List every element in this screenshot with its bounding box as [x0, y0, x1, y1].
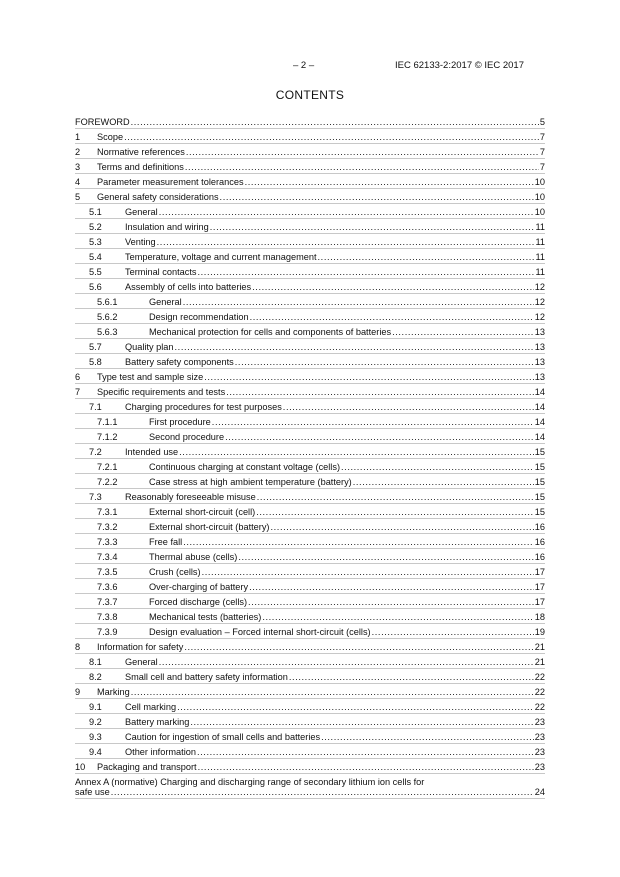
toc-entry[interactable] — [75, 699, 545, 714]
toc-entry[interactable] — [75, 759, 545, 774]
toc-entry-number: 5.6.1 — [97, 297, 118, 307]
dot-leader — [353, 477, 534, 487]
toc-entry-number: 8.2 — [89, 672, 102, 682]
toc-entry-title: Scope — [97, 132, 124, 142]
toc-entry-page: 16 — [534, 552, 545, 562]
toc-entry-title: Caution for ingestion of small cells and batteries — [125, 732, 321, 742]
toc-entry-number: 5.1 — [89, 207, 102, 217]
dot-leader — [271, 522, 534, 532]
toc-entry-number: 7.3.5 — [97, 567, 118, 577]
toc-entry-title: General — [149, 297, 182, 307]
toc-entry[interactable] — [75, 564, 545, 579]
toc-entry-page: 17 — [534, 597, 545, 607]
toc-entry-page: 13 — [534, 327, 545, 337]
toc-entry-title: Other information — [125, 747, 196, 757]
toc-entry[interactable] — [75, 339, 545, 354]
toc-entry[interactable] — [75, 744, 545, 759]
toc-entry-title: Specific requirements and tests — [97, 387, 226, 397]
toc-entry-title: Information for safety — [97, 642, 184, 652]
toc-entry-title: Continuous charging at constant voltage (cells) — [149, 462, 341, 472]
toc-entry-number: 9.2 — [89, 717, 102, 727]
toc-entry-page: 13 — [534, 342, 545, 352]
toc-entry-page: 17 — [534, 582, 545, 592]
toc-entry[interactable] — [75, 309, 545, 324]
page-number: – 2 – — [293, 60, 315, 71]
toc-entry-title: External short-circuit (cell) — [149, 507, 256, 517]
toc-entry-page: 22 — [534, 672, 545, 682]
toc-entry[interactable] — [75, 594, 545, 609]
toc-entry-number: 7.2.2 — [97, 477, 118, 487]
toc-entry-title: Intended use — [125, 447, 179, 457]
toc-entry-title: Terms and definitions — [97, 162, 184, 172]
toc-entry-title: Design evaluation – Forced internal short-circuit (cells) — [149, 627, 371, 637]
toc-entry-page: 18 — [534, 612, 545, 622]
toc-entry[interactable] — [75, 264, 545, 279]
toc-entry-number: 7.3.2 — [97, 522, 118, 532]
toc-entry[interactable] — [75, 624, 545, 639]
toc-entry-page: 15 — [534, 492, 545, 502]
toc-entry-page: 23 — [534, 732, 545, 742]
toc-entry[interactable] — [75, 414, 545, 429]
toc-entry[interactable] — [75, 609, 545, 624]
toc-entry-number: 9.3 — [89, 732, 102, 742]
annex-title-line1: Annex A (normative) Charging and discharging range of secondary lithium ion cells for — [75, 777, 425, 787]
toc-entry-number: 5.8 — [89, 357, 102, 367]
toc-entry-title: Thermal abuse (cells) — [149, 552, 238, 562]
toc-entry-annex-a[interactable] — [75, 774, 545, 799]
dot-leader — [262, 612, 533, 622]
dot-leader — [159, 657, 534, 667]
dot-leader — [238, 552, 533, 562]
dot-leader — [111, 787, 534, 797]
toc-entry-title: General safety considerations — [97, 192, 219, 202]
toc-entry-page: 15 — [534, 447, 545, 457]
table-of-contents — [75, 114, 545, 799]
dot-leader — [392, 327, 534, 337]
toc-entry[interactable] — [75, 279, 545, 294]
toc-entry-number: 9.1 — [89, 702, 102, 712]
toc-entry-page: 14 — [534, 387, 545, 397]
toc-entry-page: 22 — [534, 687, 545, 697]
toc-entry[interactable] — [75, 429, 545, 444]
toc-entry-title: Small cell and battery safety information — [125, 672, 288, 682]
toc-entry[interactable] — [75, 369, 545, 384]
annex-title-line2: safe use — [75, 787, 110, 797]
toc-entry-title: Battery marking — [125, 717, 190, 727]
toc-entry-number: 5.3 — [89, 237, 102, 247]
toc-entry-page: 21 — [534, 642, 545, 652]
toc-entry[interactable] — [75, 459, 545, 474]
toc-entry-page: 19 — [534, 627, 545, 637]
toc-entry[interactable] — [75, 444, 545, 459]
dot-leader — [197, 747, 534, 757]
toc-entry[interactable] — [75, 504, 545, 519]
toc-entry-number: 7.3.7 — [97, 597, 118, 607]
toc-entry[interactable] — [75, 114, 545, 129]
toc-entry-number: 8 — [75, 642, 81, 652]
toc-entry-number: 5.6 — [89, 282, 102, 292]
toc-entry-number: 7.3.1 — [97, 507, 118, 517]
dot-leader — [131, 687, 534, 697]
dot-leader — [175, 342, 534, 352]
dot-leader — [210, 222, 535, 232]
toc-entry-number: 7.1 — [89, 402, 102, 412]
dot-leader — [283, 402, 534, 412]
dot-leader — [157, 237, 535, 247]
toc-entry[interactable] — [75, 174, 545, 189]
toc-entry-title: External short-circuit (battery) — [149, 522, 270, 532]
toc-entry[interactable] — [75, 249, 545, 264]
toc-entry-page: 7 — [539, 132, 545, 142]
toc-entry-number: 7.2 — [89, 447, 102, 457]
toc-entry-page: 13 — [534, 372, 545, 382]
toc-entry-page: 12 — [534, 312, 545, 322]
toc-entry-page: 11 — [535, 267, 545, 277]
dot-leader — [289, 672, 534, 682]
toc-entry-title: Terminal contacts — [125, 267, 197, 277]
toc-entry-page: 10 — [534, 207, 545, 217]
toc-entry-number: 7.3.9 — [97, 627, 118, 637]
toc-entry-title: Normative references — [97, 147, 185, 157]
toc-entry[interactable] — [75, 489, 545, 504]
dot-leader — [257, 492, 534, 502]
toc-entry-page: 5 — [539, 117, 545, 127]
dot-leader — [252, 282, 534, 292]
toc-entry-page: 7 — [539, 162, 545, 172]
toc-entry-number: 5.6.2 — [97, 312, 118, 322]
toc-entry-title: Design recommendation — [149, 312, 249, 322]
dot-leader — [225, 432, 534, 442]
dot-leader — [250, 312, 534, 322]
toc-entry[interactable] — [75, 654, 545, 669]
toc-entry-page: 14 — [534, 432, 545, 442]
dot-leader — [245, 177, 534, 187]
toc-entry-page: 23 — [534, 747, 545, 757]
toc-entry-page: 12 — [534, 282, 545, 292]
toc-entry-number: 6 — [75, 372, 81, 382]
toc-entry[interactable] — [75, 144, 545, 159]
toc-entry[interactable] — [75, 684, 545, 699]
dot-leader — [256, 507, 534, 517]
toc-entry[interactable] — [75, 639, 545, 654]
toc-entry-number: 7.1.1 — [97, 417, 118, 427]
toc-entry[interactable] — [75, 714, 545, 729]
toc-entry-title: Battery safety components — [125, 357, 234, 367]
toc-entry-title: Type test and sample size — [97, 372, 204, 382]
toc-entry-page: 23 — [534, 717, 545, 727]
dot-leader — [198, 762, 534, 772]
toc-entry-number: 8.1 — [89, 657, 102, 667]
dot-leader — [235, 357, 534, 367]
toc-entry-page: 11 — [535, 252, 545, 262]
toc-entry[interactable] — [75, 579, 545, 594]
toc-entry-title: Temperature, voltage and current management — [125, 252, 317, 262]
toc-entry-title: Mechanical protection for cells and components of batteries — [149, 327, 392, 337]
toc-entry-page: 15 — [534, 507, 545, 517]
toc-entry-page: 14 — [534, 417, 545, 427]
dot-leader — [372, 627, 534, 637]
toc-entry[interactable] — [75, 354, 545, 369]
dot-leader — [204, 372, 534, 382]
dot-leader — [226, 387, 534, 397]
toc-entry-page: 11 — [535, 237, 545, 247]
dot-leader — [318, 252, 535, 262]
toc-entry-title: Reasonably foreseeable misuse — [125, 492, 256, 502]
toc-entry-title: Venting — [125, 237, 156, 247]
toc-entry-title: Forced discharge (cells) — [149, 597, 248, 607]
toc-entry-page: 13 — [534, 357, 545, 367]
toc-entry-page: 23 — [534, 762, 545, 772]
toc-entry-page: 17 — [534, 567, 545, 577]
toc-entry-number: 4 — [75, 177, 81, 187]
dot-leader — [179, 447, 534, 457]
dot-leader — [186, 147, 539, 157]
dot-leader — [184, 642, 533, 652]
dot-leader — [159, 207, 534, 217]
toc-entry[interactable] — [75, 204, 545, 219]
toc-entry[interactable] — [75, 669, 545, 684]
dot-leader — [124, 132, 539, 142]
toc-entry[interactable] — [75, 549, 545, 564]
toc-entry[interactable] — [75, 324, 545, 339]
toc-entry-number: 5 — [75, 192, 81, 202]
dot-leader — [248, 597, 534, 607]
dot-leader — [131, 117, 539, 127]
toc-entry-page: 14 — [534, 402, 545, 412]
toc-entry-number: 7.3.8 — [97, 612, 118, 622]
toc-entry-title: Parameter measurement tolerances — [97, 177, 244, 187]
toc-entry[interactable] — [75, 189, 545, 204]
toc-entry[interactable] — [75, 519, 545, 534]
toc-entry[interactable] — [75, 234, 545, 249]
toc-entry[interactable] — [75, 399, 545, 414]
dot-leader — [190, 717, 533, 727]
toc-entry-number: 9 — [75, 687, 81, 697]
toc-entry[interactable] — [75, 474, 545, 489]
toc-entry-number: 5.5 — [89, 267, 102, 277]
standard-reference: IEC 62133-2:2017 © IEC 2017 — [395, 60, 525, 71]
toc-entry[interactable] — [75, 534, 545, 549]
toc-entry-page: 16 — [534, 522, 545, 532]
toc-entry-number: 7.3 — [89, 492, 102, 502]
toc-entry-number: 9.4 — [89, 747, 102, 757]
toc-entry-number: 7.3.3 — [97, 537, 118, 547]
toc-entry-title: Quality plan — [125, 342, 174, 352]
toc-entry-title: Charging procedures for test purposes — [125, 402, 282, 412]
dot-leader — [183, 537, 534, 547]
toc-entry[interactable] — [75, 159, 545, 174]
toc-entry-page: 16 — [534, 537, 545, 547]
toc-entry-number: 7 — [75, 387, 81, 397]
dot-leader — [197, 267, 534, 277]
toc-entry-page: 21 — [534, 657, 545, 667]
toc-entry-number: 7.1.2 — [97, 432, 118, 442]
toc-entry-number: 5.7 — [89, 342, 102, 352]
toc-entry[interactable] — [75, 129, 545, 144]
toc-entry-title: Marking — [97, 687, 130, 697]
toc-entry-page: 12 — [534, 297, 545, 307]
toc-entry-number: 1 — [75, 132, 81, 142]
toc-entry[interactable] — [75, 729, 545, 744]
dot-leader — [177, 702, 534, 712]
toc-entry-number: 7.3.6 — [97, 582, 118, 592]
toc-entry-title: First procedure — [149, 417, 211, 427]
toc-entry-title: General — [125, 657, 158, 667]
toc-entry-title: Packaging and transport — [97, 762, 197, 772]
dot-leader — [341, 462, 534, 472]
page-title: CONTENTS — [275, 88, 345, 102]
dot-leader — [249, 582, 534, 592]
toc-entry-number: 5.6.3 — [97, 327, 118, 337]
toc-entry-page: 10 — [534, 177, 545, 187]
toc-entry-number: 3 — [75, 162, 81, 172]
toc-entry-title: Case stress at high ambient temperature (battery) — [149, 477, 352, 487]
toc-entry-page: 7 — [539, 147, 545, 157]
toc-entry-page: 22 — [534, 702, 545, 712]
dot-leader — [185, 162, 539, 172]
toc-entry-number: 10 — [75, 762, 86, 772]
toc-entry[interactable] — [75, 219, 545, 234]
toc-entry-title: Over-charging of battery — [149, 582, 249, 592]
toc-entry-page: 11 — [535, 222, 545, 232]
toc-entry-title: General — [125, 207, 158, 217]
toc-entry-title: Second procedure — [149, 432, 225, 442]
toc-entry-page: 15 — [534, 477, 545, 487]
dot-leader — [212, 417, 534, 427]
toc-entry[interactable] — [75, 384, 545, 399]
toc-entry-number: 2 — [75, 147, 81, 157]
toc-entry-page: 10 — [534, 192, 545, 202]
toc-entry-title: Insulation and wiring — [125, 222, 209, 232]
toc-entry-number: 5.4 — [89, 252, 102, 262]
toc-entry-title: Crush (cells) — [149, 567, 201, 577]
toc-entry-number: 5.2 — [89, 222, 102, 232]
toc-entry[interactable] — [75, 294, 545, 309]
toc-entry-title: Mechanical tests (batteries) — [149, 612, 262, 622]
dot-leader — [220, 192, 534, 202]
dot-leader — [202, 567, 534, 577]
dot-leader — [183, 297, 534, 307]
toc-entry-title: Free fall — [149, 537, 183, 547]
toc-entry-title: Cell marking — [125, 702, 177, 712]
toc-entry-title: FOREWORD — [75, 117, 130, 127]
toc-entry-number: 7.2.1 — [97, 462, 118, 472]
toc-entry-number: 7.3.4 — [97, 552, 118, 562]
annex-page: 24 — [534, 787, 545, 797]
dot-leader — [321, 732, 534, 742]
toc-entry-title: Assembly of cells into batteries — [125, 282, 252, 292]
toc-entry-page: 15 — [534, 462, 545, 472]
